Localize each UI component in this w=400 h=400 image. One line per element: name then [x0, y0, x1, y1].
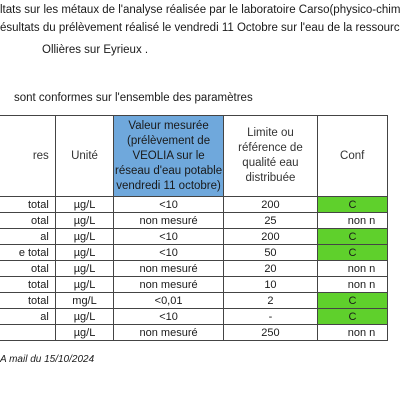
cell-limite: 200 — [223, 197, 317, 213]
cell-parametre: total — [0, 277, 55, 293]
cell-valeur: non mesuré — [114, 261, 224, 277]
cell-conformite: non n — [318, 213, 388, 229]
intro-line-1: ltats sur les métaux de l'analyse réalisée par le laboratoire Carso(physico-chim — [0, 4, 400, 16]
table-row — [0, 309, 388, 325]
cell-limite: 50 — [223, 245, 317, 261]
cell-parametre: otal — [0, 261, 55, 277]
cell-valeur: non mesuré — [114, 213, 224, 229]
table-row — [0, 213, 388, 229]
cell-unite: µg/L — [55, 309, 113, 325]
cell-conformite: non n — [318, 277, 388, 293]
table-row — [0, 261, 388, 277]
cell-parametre: otal — [0, 213, 55, 229]
cell-conformite: C — [318, 293, 388, 309]
table-row — [0, 197, 388, 213]
intro-line-3: Ollières sur Eyrieux . — [42, 44, 149, 56]
cell-parametre: al — [0, 309, 55, 325]
cell-valeur: <10 — [114, 245, 224, 261]
cell-unite: µg/L — [55, 245, 113, 261]
intro-line-2: ésultats du prélèvement réalisé le vendredi 11 Octobre sur l'eau de la ressourc — [0, 22, 400, 34]
cell-valeur: <10 — [114, 197, 224, 213]
cell-conformite: C — [318, 245, 388, 261]
header-conformite: Conf — [318, 116, 388, 197]
cell-parametre — [0, 325, 55, 341]
cell-valeur: non mesuré — [114, 277, 224, 293]
cell-conformite: non n — [318, 261, 388, 277]
cell-limite: - — [223, 309, 317, 325]
cell-unite: µg/L — [55, 197, 113, 213]
cell-valeur: <0,01 — [114, 293, 224, 309]
cell-limite: 2 — [223, 293, 317, 309]
cell-limite: 250 — [223, 325, 317, 341]
cell-parametre: total — [0, 293, 55, 309]
table-header-row — [0, 116, 388, 197]
cell-limite: 20 — [223, 261, 317, 277]
cell-unite: mg/L — [55, 293, 113, 309]
table-row — [0, 245, 388, 261]
header-parametre: res — [0, 116, 55, 197]
header-limite: Limite ou référence de qualité eau distribuée — [223, 116, 317, 197]
cell-valeur: non mesuré — [114, 325, 224, 341]
conformity-note: sont conformes sur l'ensemble des paramètres — [14, 92, 253, 104]
cell-limite: 200 — [223, 229, 317, 245]
cell-valeur: <10 — [114, 309, 224, 325]
cell-unite: µg/L — [55, 229, 113, 245]
cell-limite: 25 — [223, 213, 317, 229]
header-unite: Unité — [55, 116, 113, 197]
table-row — [0, 277, 388, 293]
cell-unite: µg/L — [55, 325, 113, 341]
cell-unite: µg/L — [55, 213, 113, 229]
cell-conformite: non n — [318, 325, 388, 341]
cell-parametre: e total — [0, 245, 55, 261]
cell-valeur: <10 — [114, 229, 224, 245]
table-row — [0, 325, 388, 341]
cell-conformite: C — [318, 229, 388, 245]
header-valeur-mesuree: Valeur mesurée (prélèvement de VEOLIA sur le réseau d'eau potable vendredi 11 octobre) — [114, 116, 224, 197]
cell-parametre: al — [0, 229, 55, 245]
cell-conformite: C — [318, 197, 388, 213]
table-row — [0, 293, 388, 309]
cell-unite: µg/L — [55, 261, 113, 277]
table-row — [0, 229, 388, 245]
cell-limite: 10 — [223, 277, 317, 293]
cell-conformite: C — [318, 309, 388, 325]
metals-results-table — [0, 115, 388, 341]
footnote: A mail du 15/10/2024 — [0, 354, 95, 365]
cell-parametre: total — [0, 197, 55, 213]
cell-unite: µg/L — [55, 277, 113, 293]
